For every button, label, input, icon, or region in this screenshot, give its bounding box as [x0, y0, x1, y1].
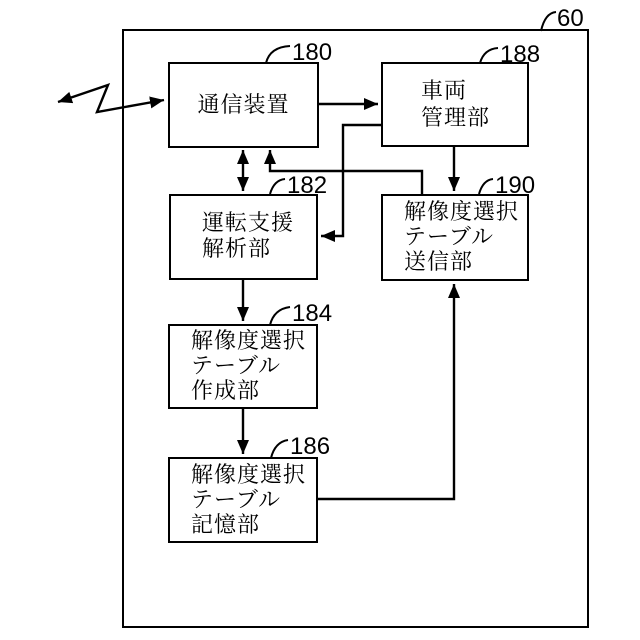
ref-number-store: 186: [290, 433, 331, 460]
leader-tick-186: [271, 440, 288, 458]
block-label: 送信部: [404, 250, 474, 275]
block-resolution-table-creation-unit: [168, 324, 318, 409]
block-label: 解析部: [202, 237, 272, 262]
block-label: 記憶部: [191, 512, 261, 538]
block-resolution-table-storage-unit: [168, 457, 318, 543]
block-label: テーブル: [191, 487, 282, 513]
block-driving-assist-analysis-unit: [169, 194, 318, 280]
ref-number-vehicle: 188: [500, 41, 541, 68]
block-label: 作成部: [191, 379, 261, 404]
ref-number-transmit: 190: [495, 172, 536, 199]
leader-tick-60: [541, 12, 556, 31]
ref-number-comm: 180: [292, 39, 333, 66]
block-label: 解像度選択: [404, 200, 520, 225]
block-label: 車両: [421, 78, 468, 104]
ref-number-assist: 182: [287, 172, 328, 199]
leader-tick-182: [270, 179, 285, 194]
block-label: テーブル: [404, 225, 495, 250]
block-label: テーブル: [191, 354, 282, 379]
arrow-wireless-zigzag: [58, 85, 164, 112]
block-label: 解像度選択: [191, 329, 307, 354]
block-label: 解像度選択: [191, 462, 307, 488]
block-label: 管理部: [421, 105, 491, 131]
arrow-table-store-to-table-transmit: [318, 284, 454, 499]
block-communication-device: [168, 62, 319, 148]
ref-number-create: 184: [292, 300, 333, 327]
leader-tick-184: [270, 307, 290, 325]
block-label: 通信装置: [197, 92, 290, 118]
leader-tick-188: [480, 48, 498, 63]
arrow-vehicle-mgmt-to-drive-assist: [321, 125, 381, 236]
block-label: 運転支援: [202, 211, 295, 236]
block-vehicle-management-unit: [381, 62, 529, 147]
ref-number-frame: 60: [557, 5, 584, 32]
leader-tick-190: [479, 179, 493, 194]
block-resolution-table-transmit-unit: [381, 194, 529, 281]
leader-tick-180: [266, 46, 290, 63]
